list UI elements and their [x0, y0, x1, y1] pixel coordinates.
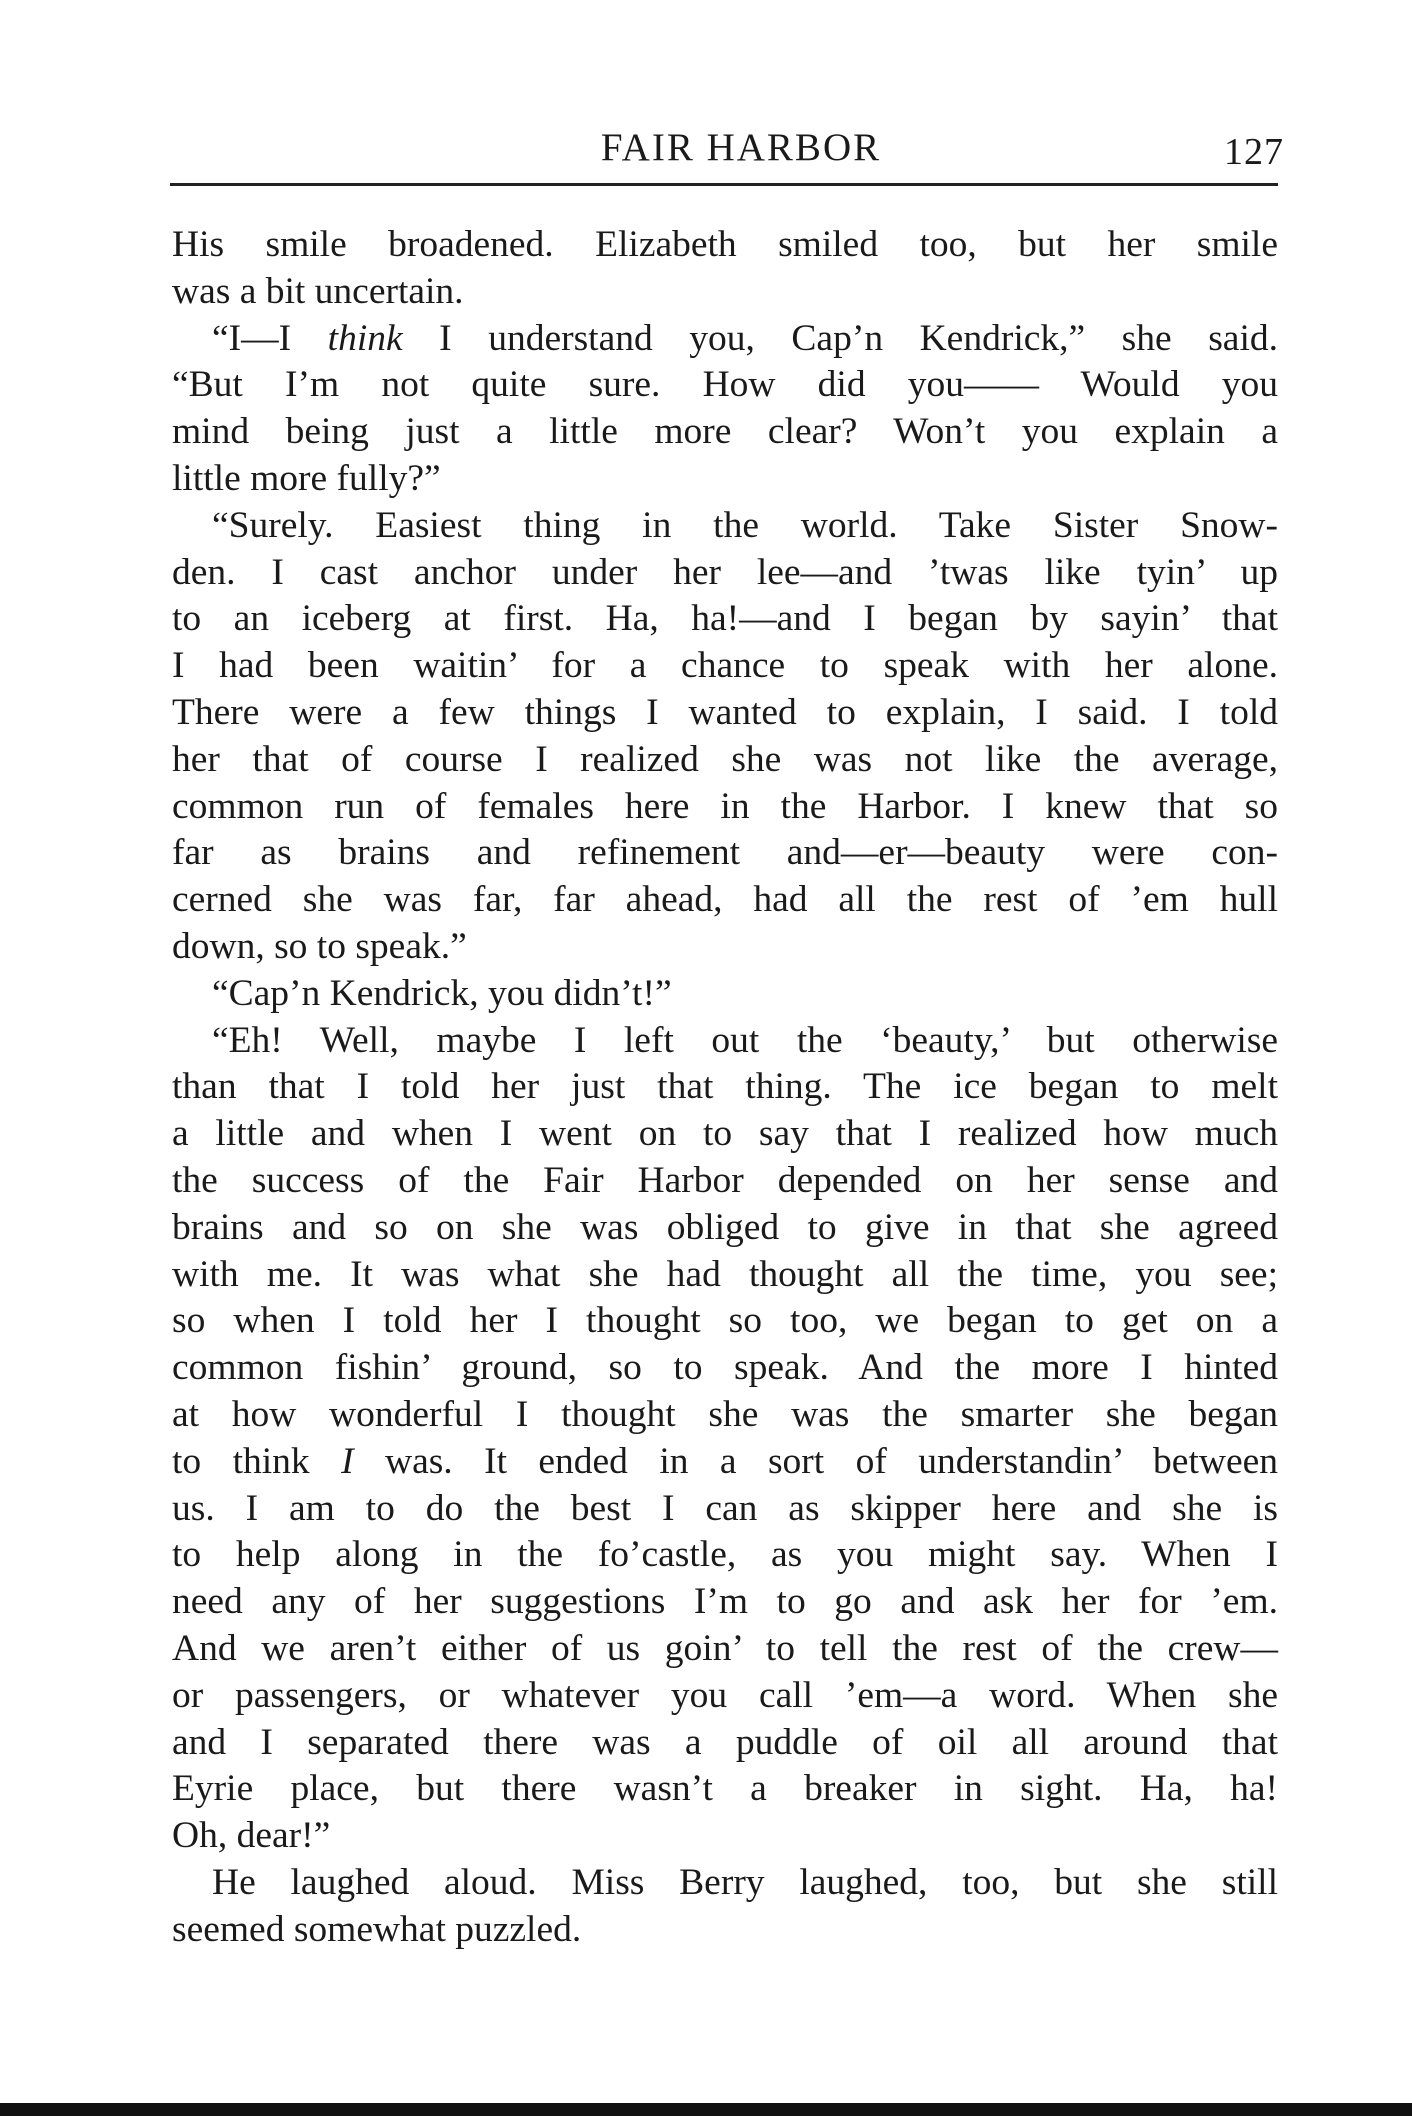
text-line: far as brains and refinement and—er—beauty were con-: [172, 832, 1278, 874]
text-line: I had been waitin’ for a chance to speak with her alone.: [172, 645, 1278, 687]
text-line: “Cap’n Kendrick, you didn’t!”: [212, 972, 672, 1014]
text-line: “Eh! Well, maybe I left out the ‘beauty,’ but otherwise: [212, 1019, 1278, 1061]
running-header: [168, 122, 1284, 178]
running-title: FAIR HARBOR: [600, 126, 882, 169]
italic-word: think: [327, 317, 403, 359]
text-line: or passengers, or whatever you call ’em—a word. When she: [172, 1674, 1278, 1716]
text-line: the success of the Fair Harbor depended on her sense and: [172, 1159, 1278, 1201]
text-line: and I separated there was a puddle of oil all around that: [172, 1721, 1278, 1763]
text-line: And we aren’t either of us goin’ to tell the rest of the crew—: [172, 1627, 1278, 1669]
text-line: so when I told her I thought so too, we began to get on a: [172, 1300, 1278, 1342]
text-line: need any of her suggestions I’m to go and ask her for ’em.: [172, 1581, 1278, 1623]
text-line: to an iceberg at first. Ha, ha!—and I began by sayin’ that: [172, 598, 1278, 640]
text-line: a little and when I went on to say that I realized how much: [172, 1113, 1278, 1155]
header-rule: [170, 183, 1278, 186]
text-line: Oh, dear!”: [172, 1815, 331, 1857]
text-fragment: “I—I: [212, 317, 328, 359]
text-line: to help along in the fo’castle, as you might say. When I: [172, 1534, 1278, 1576]
text-line: den. I cast anchor under her lee—and ’twas like tyin’ up: [172, 551, 1278, 593]
text-line: Eyrie place, but there wasn’t a breaker in sight. Ha, ha!: [172, 1768, 1278, 1810]
text-line: was a bit uncertain.: [172, 270, 464, 312]
text-line: seemed somewhat puzzled.: [172, 1908, 582, 1950]
text-line: down, so to speak.”: [172, 925, 467, 967]
text-line: cerned she was far, far ahead, had all the rest of ’em hull: [172, 879, 1278, 921]
scan-bottom-border: [0, 2103, 1412, 2116]
text-line: His smile broadened. Elizabeth smiled too, but her smile: [172, 224, 1278, 265]
text-line: [172, 1439, 1278, 1486]
text-line: us. I am to do the best I can as skipper here and she is: [172, 1487, 1278, 1529]
text-line: [172, 316, 1278, 363]
text-line: with me. It was what she had thought all the time, you see;: [172, 1253, 1278, 1295]
text-fragment: was. It ended in a sort of understandin’ between: [353, 1440, 1278, 1482]
text-line: There were a few things I wanted to explain, I said. I told: [172, 691, 1278, 733]
text-line: her that of course I realized she was not like the average,: [172, 738, 1278, 780]
text-fragment: I understand you, Cap’n Kendrick,” she said.: [402, 317, 1278, 359]
text-line: “Surely. Easiest thing in the world. Take Sister Snow-: [212, 504, 1278, 546]
text-line: common run of females here in the Harbor. I knew that so: [172, 785, 1278, 827]
text-fragment: to think: [172, 1440, 342, 1482]
text-line: mind being just a little more clear? Won’t you explain a: [172, 411, 1278, 453]
text-line: He laughed aloud. Miss Berry laughed, too, but she still: [212, 1861, 1278, 1903]
italic-word: I: [341, 1440, 354, 1482]
page-number: 127: [1224, 131, 1284, 173]
text-line: than that I told her just that thing. The ice began to melt: [172, 1066, 1278, 1108]
text-line: brains and so on she was obliged to give in that she agreed: [172, 1206, 1278, 1248]
body-text: [172, 222, 1278, 1953]
text-line: common fishin’ ground, so to speak. And the more I hinted: [172, 1347, 1278, 1389]
text-line: little more fully?”: [172, 457, 441, 499]
text-line: at how wonderful I thought she was the smarter she began: [172, 1393, 1278, 1435]
text-line: “But I’m not quite sure. How did you—— Would you: [172, 364, 1278, 406]
